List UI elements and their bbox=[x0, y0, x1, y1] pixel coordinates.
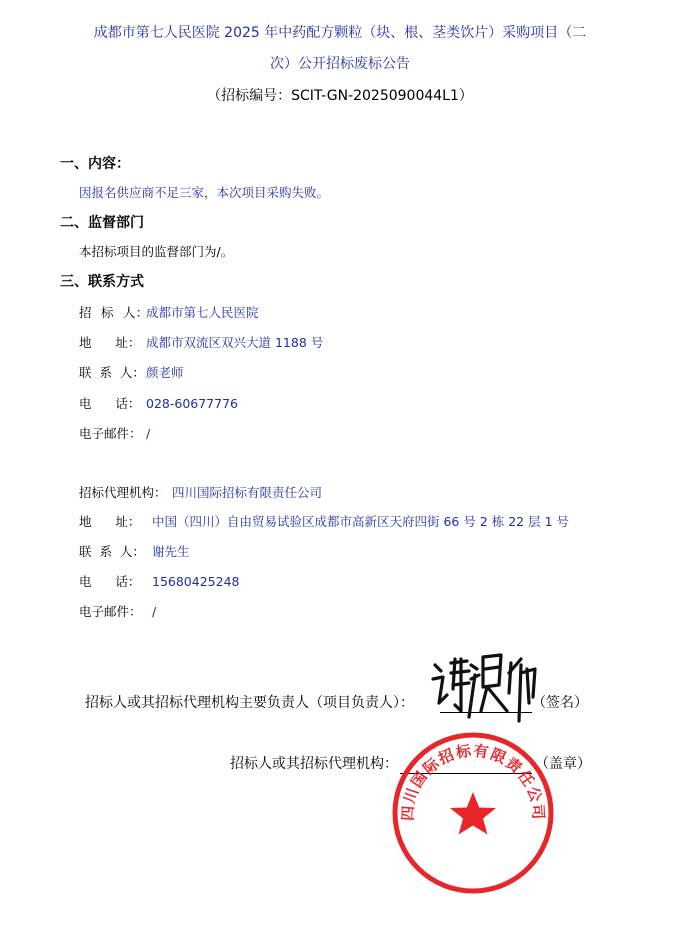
agency-address-label: 地 址： bbox=[79, 514, 141, 529]
agency-email: / bbox=[152, 604, 157, 619]
tenderer-phone-label: 电 话： bbox=[79, 396, 141, 411]
agency-name: 四川国际招标有限责任公司 bbox=[172, 485, 323, 500]
tenderer-address: 成都市双流区双兴大道 1188 号 bbox=[146, 335, 324, 350]
section-supervision-text: 本招标项目的监督部门为/。 bbox=[79, 244, 234, 259]
organization-label: 招标人或其招标代理机构： bbox=[230, 756, 398, 772]
tenderer-name-label: 招 标 人： bbox=[79, 305, 149, 320]
agency-name-label: 招标代理机构： bbox=[79, 485, 167, 500]
section-contact-heading: 三、联系方式 bbox=[60, 274, 144, 290]
notice-title-line1: 成都市第七人民医院 2025 年中药配方颗粒（块、根、茎类饮片）采购项目（二 bbox=[93, 25, 587, 41]
tenderer-contact-label: 联 系 人： bbox=[79, 365, 145, 380]
company-seal bbox=[390, 730, 556, 896]
section-content-heading: 一、内容： bbox=[60, 156, 130, 172]
responsible-person-label: 招标人或其招标代理机构主要负责人（项目负责人）： bbox=[85, 695, 414, 711]
tenderer-email-label: 电子邮件： bbox=[79, 426, 142, 441]
agency-contact-label: 联 系 人： bbox=[79, 544, 145, 559]
signature-suffix: （签名） bbox=[532, 695, 588, 711]
tenderer-address-label: 地 址： bbox=[79, 335, 141, 350]
agency-phone-label: 电 话： bbox=[79, 574, 141, 589]
tenderer-contact: 颜老师 bbox=[146, 365, 184, 380]
agency-address: 中国（四川）自由贸易试验区成都市高新区天府四街 66 号 2 栋 22 层 1 号 bbox=[152, 514, 570, 529]
notice-title-line2: 次）公开招标废标公告 bbox=[270, 56, 410, 72]
tenderer-name: 成都市第七人民医院 bbox=[146, 305, 259, 320]
tenderer-phone: 028-60677776 bbox=[146, 396, 238, 411]
agency-phone: 15680425248 bbox=[152, 574, 240, 589]
seal-suffix: （盖章） bbox=[535, 756, 591, 772]
tenderer-email: / bbox=[146, 426, 151, 441]
agency-email-label: 电子邮件： bbox=[79, 604, 142, 619]
agency-contact: 谢先生 bbox=[152, 544, 190, 559]
section-content-text: 因报名供应商不足三家，本次项目采购失败。 bbox=[79, 185, 330, 200]
seal-star-icon bbox=[450, 792, 496, 835]
tender-number: （招标编号：SCIT-GN-2025090044L1） bbox=[207, 88, 473, 104]
section-supervision-heading: 二、监督部门 bbox=[60, 215, 144, 231]
handwritten-signature bbox=[425, 645, 545, 730]
seal-text: 四川国际招标有限责任公司 bbox=[398, 741, 548, 822]
